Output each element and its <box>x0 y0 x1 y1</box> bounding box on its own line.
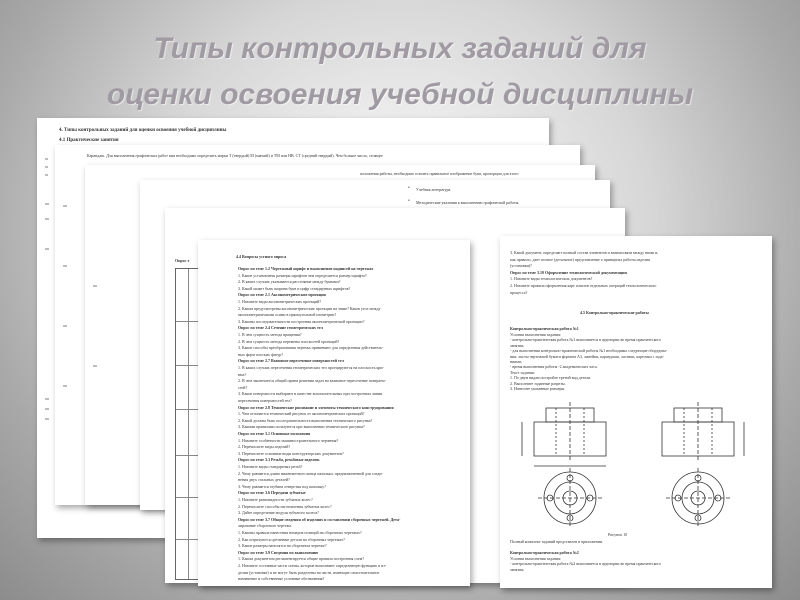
text-line: стей? <box>238 384 248 390</box>
text-line: Опрос по теме 2.1 Аксонометрические проекции <box>238 292 326 298</box>
text-line: 1. Назовите виды аксонометрических проекций? <box>238 299 322 304</box>
text-line <box>45 203 49 205</box>
text-line <box>45 408 49 410</box>
text-line: Опрос по теме 2.4 Сечение геометрических тел <box>238 325 323 331</box>
text-line: 1. Какие установлены размеры шрифтов чем определяется размер шрифта? <box>238 272 367 278</box>
text-line: 3. Дайте определение модуля зубчатого колеса? <box>238 510 319 516</box>
text-line: 2. Перечислите виды изделий? <box>238 444 291 450</box>
text-line: занятия; <box>510 342 525 348</box>
text-line: 1. Каковы правила нанесения номеров позиций на сборочных чертежах? <box>238 530 362 535</box>
text-line <box>63 385 67 387</box>
text-line: Опрос по теме 3.3 Резьба, резьбовые изделия. <box>238 457 320 463</box>
text-line: назначение и собственные условные обозначения? <box>238 576 325 582</box>
text-line: Условия выполнения задания: <box>510 332 562 337</box>
text-line <box>63 325 67 327</box>
text-line: Опрос по теме 3.6 Передачи зубчатые <box>238 490 306 496</box>
text-line: 2. В чем заключается общий прием решения задач на взаимное пересечение поверхно- <box>238 378 387 384</box>
page-3-text: положения работы, необходимо освоить правильное изображение букв, пропорции для этого <box>360 171 519 176</box>
text-line: 2. Как штрихуются срезанные детали на сборочных чертежах? <box>238 536 345 542</box>
text-line: ных форм плоских фигур? <box>238 351 284 357</box>
text-line: 2. В чем сущность метода перемены плоскостей проекций? <box>238 338 340 344</box>
slide-title <box>0 26 800 118</box>
text-line <box>45 418 49 420</box>
text-line <box>45 248 49 250</box>
text-line: делии (установке) и не могут быть разделены на части, имеющие самостоятельное <box>238 569 380 575</box>
text-line: Опрос по теме 3.10 Оформление технологической документации <box>510 269 627 275</box>
text-line: 1. Назовите виды стандартных резьб? <box>238 464 303 469</box>
page-4-item-2: Методические указания к выполнению графической работы. <box>416 200 520 205</box>
text-line: 3. Нанесите указанные размеры. <box>510 386 566 391</box>
text-line: 1. По двум видам постройте третий вид детали. <box>510 375 592 381</box>
text-line: 2. В каких случаях указывается расстояние между буквами? <box>238 279 341 285</box>
text-line: лирование сборочного чертежа. <box>238 523 293 529</box>
slide-title-line-1: Типы контрольных заданий для <box>153 32 647 65</box>
text-line: 2. Какой должна быть последовательность выполнения технического рисунка? <box>238 417 373 423</box>
text-line <box>45 398 49 400</box>
text-line: вых? <box>238 371 247 377</box>
text-line: пересечения поверхностей тел? <box>238 398 292 403</box>
text-line: - контрольно-практическая работа №1 выполняется в аудитории во время практического <box>510 337 661 343</box>
text-line: 3. Какой может быть ширина букв и цифр стандартных шрифтов? <box>238 285 351 291</box>
text-line: - контрольно-практическая работа №2 выполняется в аудитории во время практического <box>510 561 661 567</box>
text-line: 1. В чем сущность метода вращения? <box>238 332 302 337</box>
text-line: Опрос по теме 3.9 Сведения по выполнению <box>238 549 319 555</box>
text-line: как правило, дает полное (детальное) представление о принципах работы изделия <box>510 256 650 262</box>
text-line: Текст задания: <box>510 369 535 375</box>
oral-questions-heading: 4.4 Вопросы устного опроса <box>236 254 287 259</box>
figure-caption: Рисунок 10 <box>608 532 628 537</box>
text-line: (установки)? <box>510 263 532 269</box>
document-page-oral-questions <box>198 240 470 586</box>
text-line: 3. Какие способы преобразования чертежа применяют для определения действитель- <box>238 345 384 351</box>
text-line: 3. Какими правилами пользуются при выполнении технического рисунка? <box>238 424 365 430</box>
text-line: 2. Чему равняется длина нижнеметного конца шпильки, предназначенной для соеди- <box>238 470 383 476</box>
text-line: 3. Каковы последовательности построения аксонометрической проекции? <box>238 318 365 324</box>
text-line <box>63 205 67 207</box>
text-line: 2. Назовите правила оформления карт эскизов отдельных операций технологического <box>510 283 657 288</box>
text-line: нения двух стальных деталей? <box>238 477 290 483</box>
page-5-fragment: Опрос т <box>175 258 190 263</box>
text-line: 2. Выполните заданные разрезы. <box>510 380 566 386</box>
text-line: 1. Каким документом регламентируется общие правила построения схем? <box>238 556 365 562</box>
page-2-text: Карандаш. Для выполнения графических работ вам необходимо определить марки Т (твердый) М (мягкий) и ТМ или НВ. СТ (средний твердый). Чем больше число, стоящее <box>87 153 383 158</box>
text-line: Опрос по теме 2.8 Технические рисование и элементы технического конструирования <box>238 404 394 410</box>
text-line: Условия выполнения задания: <box>510 556 562 561</box>
practical-section-title: 4.5 Контрольно-практические работы <box>580 310 649 315</box>
page-4-item-1: Учебная литература. <box>416 187 452 192</box>
text-line: Опрос по теме 3.1 Основные положения <box>238 431 311 436</box>
text-line: 2. Назовите составные части схемы, которые выполняют определенную функцию в из- <box>238 563 387 568</box>
work-2-title: Контрольно-практическая работа №2 <box>510 550 579 555</box>
text-line: 1. В каких случаях пересечения геометрических тел проецируются на плоскость кри- <box>238 365 384 370</box>
slide-title-line-2: оценки освоения учебной дисциплины <box>106 78 694 111</box>
page-1-heading: 4. Типы контрольных заданий для оценки освоения учебной дисциплины <box>59 128 227 133</box>
text-line: 2. Каким предусмотрены аксонометрические проекции на знаке? Каков угол между <box>238 305 381 311</box>
text-line: 3. Какие поверхности выбирают в качестве вспомогательных при построении линии <box>238 391 383 397</box>
text-line: 1. Назовите виды технологических документов? <box>510 276 593 282</box>
text-line <box>93 285 97 287</box>
page-4-bullet: • <box>408 186 410 191</box>
work-1-title: Контрольно-практическая работа №1 <box>510 326 579 331</box>
text-line: Опрос по теме 3.7 Общие сведения об изделиях и составлении сборочных чертежей. Дета- <box>238 516 401 522</box>
text-line <box>93 365 97 367</box>
text-line <box>45 166 48 168</box>
text-line <box>45 174 48 176</box>
text-line: - для выполнения контрольно-практической работы №1 необходимы следующие оборудова- <box>510 348 668 354</box>
text-line: 1. Чем отличается технический рисунок от аксонометрических проекций? <box>238 411 365 417</box>
text-line: 3. Какие размеры наносятся на сборочном чертеже? <box>238 543 327 549</box>
text-line: ниями; <box>510 359 522 364</box>
text-line: ния: листы чертежной бумаги формата А3, линейки, карандаши, ластики, карточки с зада- <box>510 353 664 359</box>
text-line: 1. Назовите разновидности зубчатых колес? <box>238 497 313 502</box>
text-line: 3. Чему равняется глубина отверстия под шпильку? <box>238 483 326 489</box>
technical-drawing-figure <box>512 394 762 529</box>
text-line: 3. Перечислите основные виды конструкторских документов? <box>238 450 344 456</box>
text-line: 3. Какой документ, определяет полный состав элементов и взаимосвязи между ними и, <box>510 250 659 255</box>
text-line: - время выполнения работы -2 академических часа. <box>510 364 598 370</box>
text-line: 2. Перечислите способы изготовления зубчатых колес? <box>238 503 332 509</box>
text-line <box>63 265 67 267</box>
document-page-practical-works <box>500 236 772 588</box>
text-line: Опрос по теме 2.7 Взаимное пересечение поверхностей тел <box>238 358 344 364</box>
text-line: аксонометрическими осями в прямоугольной изометрии? <box>238 312 337 318</box>
page-4-bullet: • <box>408 199 410 204</box>
figure-note: Полный комплект заданий представлен в приложении. <box>510 539 604 544</box>
text-line: 1. Назовите особенности машиностроительного черчения? <box>238 437 339 443</box>
text-line: Опрос по теме 1.2 Чертежный шрифт и выполнение надписей на чертежах <box>238 266 374 271</box>
text-line: процесса? <box>510 289 528 295</box>
text-line <box>45 218 49 220</box>
text-line: занятия; <box>510 566 525 572</box>
page-1-subheading: 4.1 Практические занятия <box>59 138 119 143</box>
text-line <box>45 158 48 160</box>
